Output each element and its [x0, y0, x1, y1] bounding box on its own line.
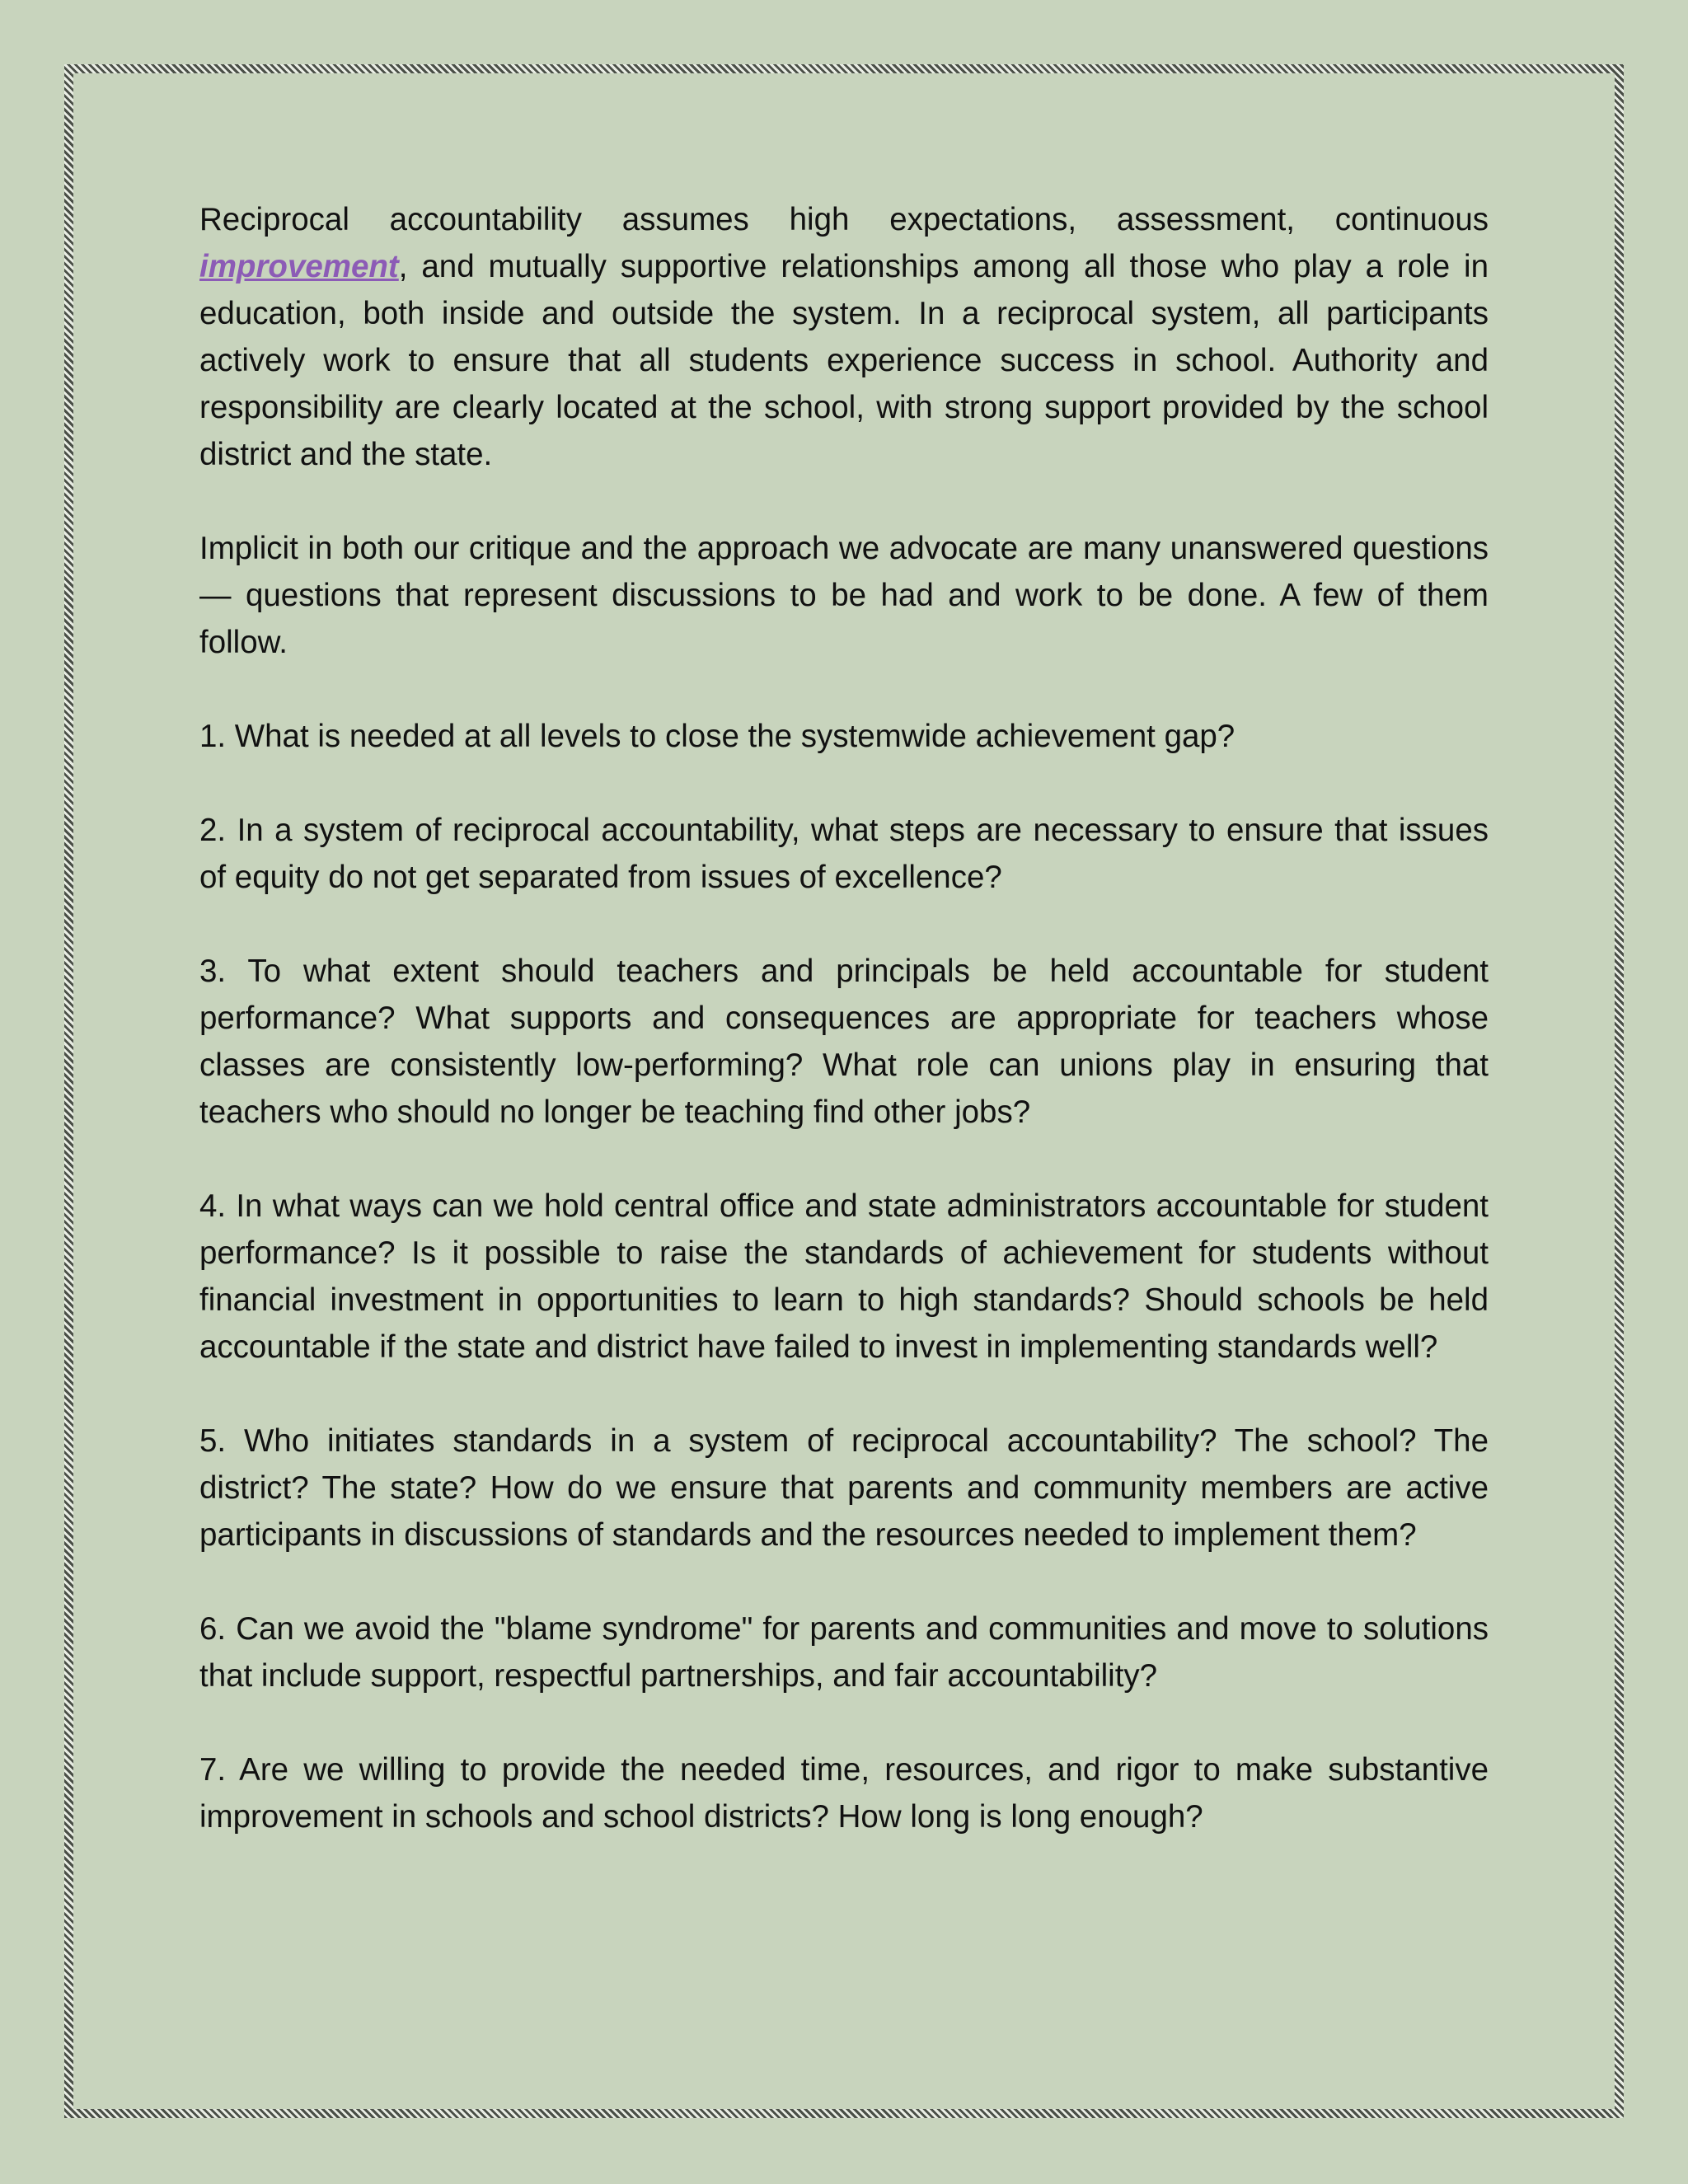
document-body	[199, 196, 1489, 1840]
question-item: 6. Can we avoid the "blame syndrome" for parents and communities and move to solutions that include support, respectful partnerships, and fair accountability?	[199, 1611, 1489, 1694]
question-item: 7. Are we willing to provide the needed time, resources, and rigor to make substantive improvement in schools and school districts? How long is long enough?	[199, 1752, 1489, 1835]
intro-text-start: Reciprocal accountability assumes high expectations, assessment, continuous	[199, 202, 1489, 237]
question-item: 3. To what extent should teachers and principals be held accountable for student performance? What supports and consequences are appropriate for teachers whose classes are consistently low-performing? What role can unions play in ensuring that teachers who should no longer be teaching find other jobs?	[199, 954, 1489, 1130]
question-item: 4. In what ways can we hold central office and state administrators accountable for student performance? Is it possible to raise the standards of achievement for students without financial investment in opportunities to learn to high standards? Should schools be held accountable if the state and district have failed to invest in implementing standards well?	[199, 1188, 1489, 1365]
improvement-link[interactable]: improvement	[199, 249, 399, 284]
intro-paragraph	[199, 196, 1489, 478]
intro-text-end: , and mutually supportive relationships among all those who play a role in education, both inside and outside the system. In a reciprocal system, all participants actively work to ensure that all students experience success in school. Authority and responsibility are clearly located at the school, with strong support provided by the school district and the state.	[199, 249, 1489, 472]
question-item: 1. What is needed at all levels to close the systemwide achievement gap?	[199, 719, 1236, 754]
implicit-paragraph: Implicit in both our critique and the approach we advocate are many unanswered questions— questions that represent discussions to be had and work to be done. A few of them follow.	[199, 531, 1489, 660]
question-item: 5. Who initiates standards in a system of reciprocal accountability? The school? The district? The state? How do we ensure that parents and community members are active participants in discussions of standards and the resources needed to implement them?	[199, 1423, 1489, 1553]
question-item: 2. In a system of reciprocal accountability, what steps are necessary to ensure that issues of equity do not get separated from issues of excellence?	[199, 813, 1489, 895]
